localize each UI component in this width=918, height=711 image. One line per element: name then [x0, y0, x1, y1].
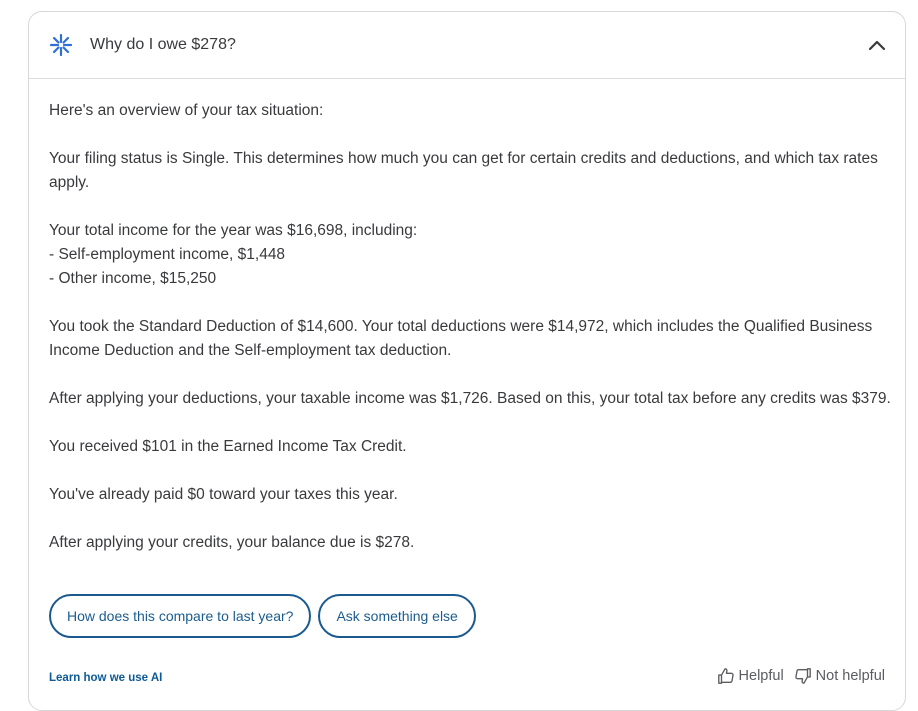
income-self-employment-line: - Self-employment income, $1,448: [49, 246, 286, 263]
intro-text: Here's an overview of your tax situation:: [49, 102, 324, 119]
card-header[interactable]: [29, 12, 905, 79]
income-other-line: - Other income, $15,250: [49, 270, 217, 287]
collapse-button[interactable]: [863, 31, 891, 59]
helpful-button[interactable]: [717, 667, 784, 685]
chevron-up-icon: [868, 39, 886, 51]
filing-status-text: Your filing status is Single. This determines how much you can get for certain credits and deductions, and which tax rates apply.: [49, 150, 878, 191]
compare-last-year-button[interactable]: How does this compare to last year?: [49, 594, 311, 638]
paid-text: You've already paid $0 toward your taxes this year.: [49, 486, 398, 503]
explanation-body: [49, 99, 891, 579]
balance-text: After applying your credits, your balance due is $278.: [49, 534, 415, 551]
suggestion-buttons: [49, 594, 476, 638]
income-text: [49, 219, 891, 291]
deductions-text: You took the Standard Deduction of $14,600. Your total deductions were $14,972, which includes the Qualified Business Income Deduction and the Self-employment tax deduction.: [49, 318, 873, 359]
learn-ai-link[interactable]: Learn how we use AI: [49, 672, 163, 684]
ai-explanation-card: [28, 11, 906, 711]
feedback-bar: [717, 667, 885, 685]
not-helpful-button[interactable]: [794, 667, 885, 685]
thumbs-up-icon: [717, 667, 735, 685]
helpful-label: Helpful: [738, 668, 784, 684]
sparkle-icon: [49, 33, 73, 57]
income-total-line: Your total income for the year was $16,698, including:: [49, 222, 418, 239]
thumbs-down-icon: [794, 667, 812, 685]
ask-something-else-button[interactable]: Ask something else: [318, 594, 475, 638]
taxable-income-text: After applying your deductions, your taxable income was $1,726. Based on this, your total tax before any credits was $379.: [49, 390, 891, 407]
not-helpful-label: Not helpful: [815, 668, 885, 684]
credit-text: You received $101 in the Earned Income Tax Credit.: [49, 438, 407, 455]
card-title: Why do I owe $278?: [90, 36, 236, 53]
